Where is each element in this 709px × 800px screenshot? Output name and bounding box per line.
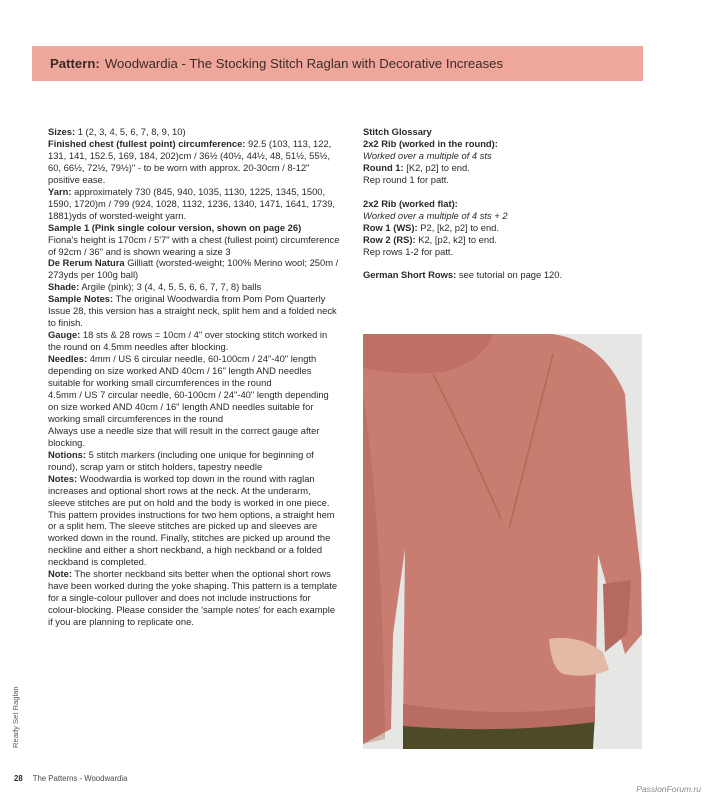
spine-title: Ready Set Raglan bbox=[11, 686, 20, 748]
round1-paragraph bbox=[363, 162, 643, 174]
page-number: 28 bbox=[14, 774, 23, 783]
pattern-title: Woodwardia - The Stocking Stitch Raglan with Decorative Increases bbox=[104, 56, 504, 71]
pattern-title-banner bbox=[32, 46, 643, 81]
needles-paragraph bbox=[48, 353, 340, 389]
shade-label: Shade: bbox=[48, 281, 80, 293]
rib-flat-multiple: Worked over a multiple of 4 sts + 2 bbox=[363, 209, 508, 221]
chest-label: Finished chest (fullest point) circumference: bbox=[48, 137, 246, 149]
rib-round-multiple: Worked over a multiple of 4 sts bbox=[363, 149, 492, 161]
sweater-illustration bbox=[363, 334, 642, 749]
note-paragraph bbox=[48, 568, 340, 628]
chest-text: 92.5 (103, 113, 122, 131, 141, 152.5, 169, 184, 202)cm / 36½ (40½, 44½, 48, 51½, 55½, 60, 66½, 72½, 79½)" - to be worn with approx. 20-30cm / 8-12" positive ease. bbox=[48, 137, 332, 185]
rib-flat-title: 2x2 Rib (worked flat): bbox=[363, 197, 458, 209]
glossary-title: Stitch Glossary bbox=[363, 126, 432, 137]
sample-notes-text: The original Woodwardia from Pom Pom Quarterly Issue 28, this version has a straight neck, split hem and a folded neck to finish. bbox=[48, 293, 337, 329]
sample-notes-paragraph bbox=[48, 293, 340, 329]
page-footer bbox=[14, 774, 127, 783]
shade-text: Argile (pink); 3 (4, 4, 5, 5, 6, 6, 7, 7, 8) balls bbox=[81, 281, 262, 293]
needles-label: Needles: bbox=[48, 353, 88, 365]
pattern-details-column bbox=[48, 126, 340, 628]
brand-label: De Rerum Natura bbox=[48, 257, 125, 269]
row2-text: K2, [p2, k2] to end. bbox=[418, 233, 497, 245]
sample-heading: Sample 1 (Pink single colour version, shown on page 26) bbox=[48, 221, 302, 233]
gauge-text: 18 sts & 28 rows = 10cm / 4" over stocking stitch worked in the round on 4.5mm needles after blocking. bbox=[48, 329, 328, 353]
round-repeat: Rep round 1 for patt. bbox=[363, 173, 449, 185]
gauge-paragraph bbox=[48, 329, 340, 353]
yarn-label: Yarn: bbox=[48, 185, 72, 197]
yarn-paragraph bbox=[48, 186, 340, 222]
short-rows-label: German Short Rows: bbox=[363, 269, 457, 281]
note-label: Note: bbox=[48, 568, 72, 580]
spacer bbox=[363, 186, 643, 198]
round1-text: [K2, p2] to end. bbox=[406, 161, 470, 173]
sweater-photo bbox=[363, 334, 642, 749]
needles-paragraph-2: 4.5mm / US 7 circular needle, 60-100cm / 24"-40" length depending on size worked AND 40cm / 16" length AND needles suitable for working small circumferences in the round bbox=[48, 388, 329, 424]
notes-paragraph bbox=[48, 473, 340, 569]
round1-label: Round 1: bbox=[363, 161, 404, 173]
row2-paragraph bbox=[363, 234, 643, 246]
short-rows-text: see tutorial on page 120. bbox=[458, 269, 563, 281]
chest-paragraph bbox=[48, 138, 340, 186]
pattern-label: Pattern: bbox=[50, 56, 100, 71]
watermark: PassionForum.ru bbox=[636, 784, 701, 794]
brand-text: Gilliatt (worsted-weight; 100% Merino wool; 250m / 273yds per 100g ball) bbox=[48, 257, 339, 281]
rib-round-title: 2x2 Rib (worked in the round): bbox=[363, 137, 498, 149]
short-rows-paragraph bbox=[363, 269, 643, 281]
spacer bbox=[363, 257, 643, 269]
notes-text: Woodwardia is worked top down in the round with raglan increases and optional short rows at the neck. At the underarm, sleeve stitches are put on hold and the body is worked in one piece. This pattern provides instructions for two hem options, a straight hem or a split hem. The sleeve stitches are picked up and sleeves are worked down in the round. Finally, stitches are picked up around the neckline and either a short neckband, a high neckband or a folded neckband is completed. bbox=[48, 472, 335, 568]
brand-paragraph bbox=[48, 257, 340, 281]
shade-paragraph bbox=[48, 281, 340, 293]
row1-label: Row 1 (WS): bbox=[363, 221, 418, 233]
note-text: The shorter neckband sits better when the optional short rows have been worked during the yoke shaping. This pattern is a template for a single-colour pullover and does not include instructions for colour-blocking. Please consider the 'sample notes' for each example if you are planning to replicate one. bbox=[48, 568, 338, 628]
rows-repeat: Rep rows 1-2 for patt. bbox=[363, 245, 454, 257]
needles-paragraph-3: Always use a needle size that will result in the correct gauge after blocking. bbox=[48, 424, 320, 448]
sizes-paragraph bbox=[48, 126, 340, 138]
sample-notes-label: Sample Notes: bbox=[48, 293, 114, 305]
notions-text: 5 stitch markers (including one unique for beginning of round), scrap yarn or stitch holders, tapestry needle bbox=[48, 448, 314, 472]
row1-text: P2, [k2, p2] to end. bbox=[420, 221, 499, 233]
yarn-text: approximately 730 (845, 940, 1035, 1130, 1225, 1345, 1500, 1590, 1720)m / 799 (924, 1028, 1132, 1236, 1340, 1471, 1641, 1739, 1881)yds of worsted-weight yarn. bbox=[48, 185, 336, 221]
sample-text: Fiona's height is 170cm / 5'7" with a chest (fullest point) circumference of 92cm / 36" and is shown wearing a size 3 bbox=[48, 233, 340, 257]
sizes-text: 1 (2, 3, 4, 5, 6, 7, 8, 9, 10) bbox=[77, 126, 186, 137]
row2-label: Row 2 (RS): bbox=[363, 233, 416, 245]
row1-paragraph bbox=[363, 222, 643, 234]
notions-label: Notions: bbox=[48, 448, 87, 460]
notions-paragraph bbox=[48, 449, 340, 473]
notes-label: Notes: bbox=[48, 472, 78, 484]
sizes-label: Sizes: bbox=[48, 126, 76, 137]
section-name: The Patterns - Woodwardia bbox=[32, 774, 128, 783]
stitch-glossary-column bbox=[363, 126, 643, 281]
gauge-label: Gauge: bbox=[48, 329, 81, 341]
needles-text: 4mm / US 6 circular needle, 60-100cm / 24"-40" length depending on size worked AND 40cm / 16" length AND needles suitable for working small circumferences in the round bbox=[48, 353, 317, 389]
